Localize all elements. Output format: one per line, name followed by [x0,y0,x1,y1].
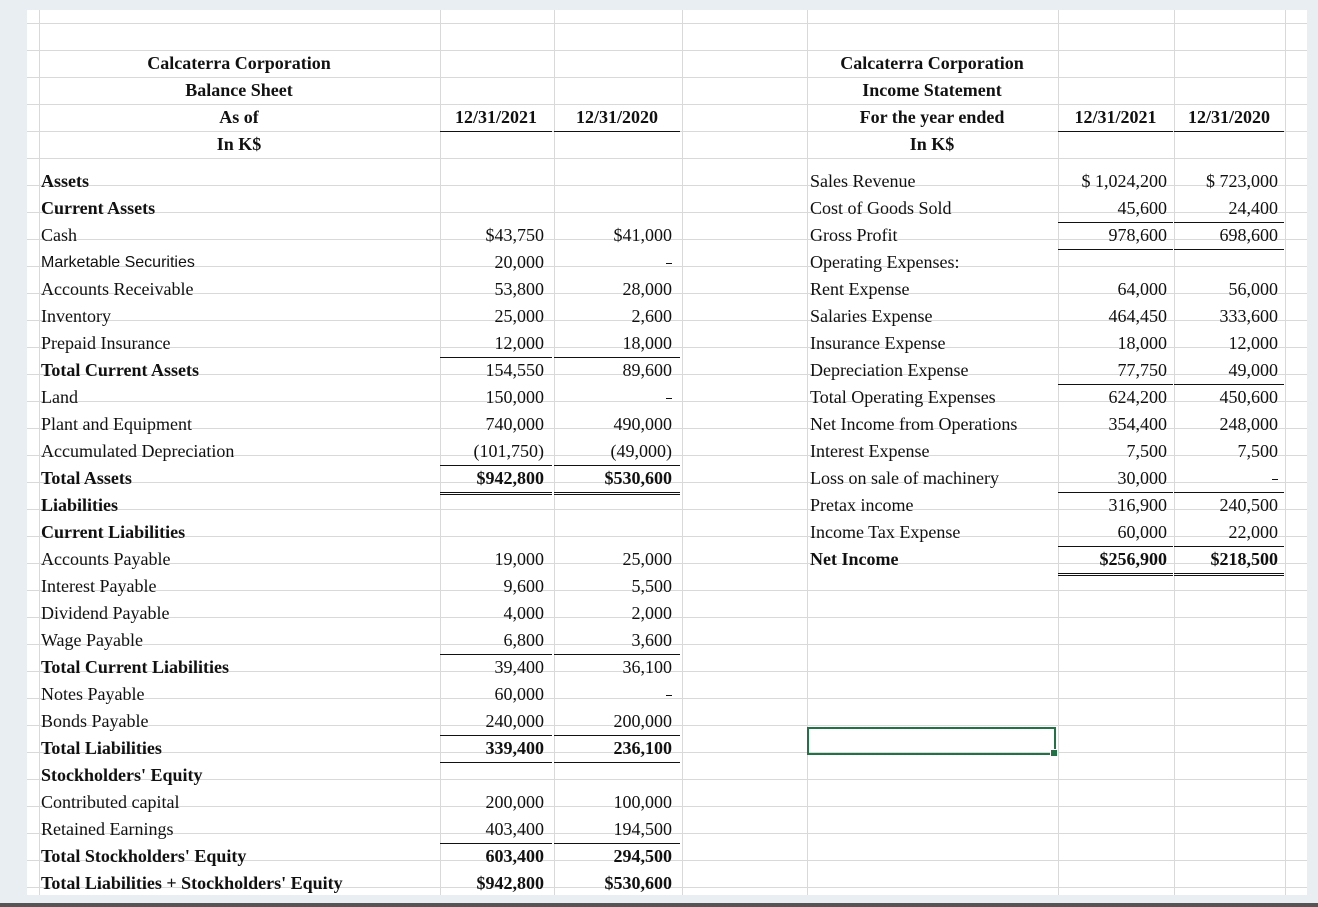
is-row-label: Net Income [810,549,899,569]
bs-row-label: Marketable Securities [41,254,195,271]
bs-row-value-2021: 154,550 [485,360,544,380]
bs-col-2020: 12/31/2020 [554,104,680,132]
fill-handle[interactable] [1050,749,1058,757]
bs-row-value-2020 [554,384,680,411]
bs-row-value-2020: 89,600 [622,360,672,380]
is-row-value-2020: 240,500 [1219,495,1278,515]
is-row-value-2020: 450,600 [1219,387,1278,407]
bs-row-value-2021: 53,800 [494,279,544,299]
is-row-value-2020 [1174,465,1284,493]
spreadsheet-grid[interactable] [27,10,1307,895]
bs-row-label: Interest Payable [41,576,157,596]
bs-row-value-2020: 236,100 [554,735,680,763]
bs-row-value-2020: 294,500 [613,846,672,866]
bs-row-label: Cash [41,225,77,245]
bs-row-value-2020: $41,000 [613,225,672,245]
grid-row-line [27,158,1307,159]
is-row-label: Insurance Expense [810,333,946,353]
bs-row-value-2021: 12,000 [440,330,552,358]
bs-row-value-2020: 28,000 [622,279,672,299]
bs-row-value-2021: $942,800 [440,465,552,495]
is-col-2020: 12/31/2020 [1174,104,1284,132]
grid-row-line [27,23,1307,24]
is-row-value-2021: 45,600 [1058,195,1173,223]
dash-mark [666,263,672,264]
bs-units: In K$ [216,134,262,154]
bs-row-label: Bonds Payable [41,711,149,731]
is-period: For the year ended [859,107,1005,127]
is-row-value-2021: 978,600 [1058,222,1173,250]
is-row-value-2021: 30,000 [1058,465,1173,493]
dash-mark [666,398,672,399]
is-row-label: Depreciation Expense [810,360,969,380]
bs-row-label: Accounts Receivable [41,279,194,299]
grid-col-line [1285,10,1286,895]
bs-row-value-2021: 150,000 [485,387,544,407]
bs-row-value-2021: 9,600 [503,576,544,596]
is-row-value-2021: $256,900 [1058,546,1173,576]
bs-row-value-2021: 39,400 [494,657,544,677]
bs-row-label: Total Current Liabilities [41,657,230,677]
bs-company: Calcaterra Corporation [147,53,331,73]
bs-row-label: Retained Earnings [41,819,174,839]
is-row-label: Loss on sale of machinery [810,468,999,488]
is-row-value-2020: 49,000 [1174,357,1284,385]
grid-col-line [682,10,683,895]
bs-row-value-2021: $942,800 [440,870,552,895]
is-row-label: Operating Expenses: [810,252,960,272]
bs-row-label: Assets [41,171,89,191]
dash-mark [666,695,672,696]
bs-row-value-2020: 2,000 [631,603,672,623]
is-row-value-2021: 18,000 [1117,333,1167,353]
sheet-bottom-border [0,903,1318,907]
is-row-value-2020: $ 723,000 [1206,171,1278,191]
is-row-value-2020: 333,600 [1219,306,1278,326]
bs-row-value-2021: (101,750) [440,438,552,466]
is-row-label: Salaries Expense [810,306,933,326]
is-row-value-2021: 7,500 [1126,441,1167,461]
bs-row-value-2021: 240,000 [440,708,552,736]
bs-row-value-2020 [554,681,680,708]
bs-row-value-2020: 18,000 [554,330,680,358]
bs-title: Balance Sheet [185,80,293,100]
bs-row-value-2020: 3,600 [554,627,680,655]
is-company: Calcaterra Corporation [840,53,1024,73]
is-col-2021: 12/31/2021 [1058,104,1173,132]
bs-row-label: Current Assets [41,198,156,218]
bs-row-value-2020: 194,500 [554,816,680,844]
is-row-value-2021: 624,200 [1108,387,1167,407]
is-row-value-2021: 77,750 [1058,357,1173,385]
bs-row-label: Total Current Assets [41,360,200,380]
bs-row-value-2020 [554,249,680,276]
bs-row-label: Contributed capital [41,792,180,812]
bs-row-label: Prepaid Insurance [41,333,171,353]
bs-row-label: Liabilities [41,495,119,515]
is-row-label: Gross Profit [810,225,898,245]
bs-row-value-2020: 36,100 [622,657,672,677]
bs-as-of: As of [219,107,259,127]
is-row-value-2020: 12,000 [1228,333,1278,353]
is-row-label: Sales Revenue [810,171,916,191]
is-row-label: Interest Expense [810,441,930,461]
bs-row-label: Total Liabilities [41,738,162,758]
is-title: Income Statement [862,80,1002,100]
bs-row-value-2021: 339,400 [440,735,552,763]
is-row-label: Income Tax Expense [810,522,961,542]
is-row-value-2020: 22,000 [1174,519,1284,547]
bs-row-value-2020: 200,000 [554,708,680,736]
active-cell[interactable] [807,727,1056,755]
is-row-label: Rent Expense [810,279,910,299]
bs-row-label: Dividend Payable [41,603,170,623]
dash-mark [1272,479,1278,480]
is-row-value-2020: 698,600 [1174,222,1284,250]
is-row-value-2020: 248,000 [1219,414,1278,434]
bs-row-value-2021: 200,000 [485,792,544,812]
bs-row-value-2021: 20,000 [494,252,544,272]
is-row-value-2020: 56,000 [1228,279,1278,299]
is-row-value-2021: 464,450 [1108,306,1167,326]
bs-row-value-2021: 6,800 [440,627,552,655]
bs-row-value-2020: (49,000) [554,438,680,466]
bs-row-value-2021: 4,000 [503,603,544,623]
is-row-value-2020: 7,500 [1237,441,1278,461]
bs-row-value-2021: 60,000 [494,684,544,704]
bs-row-value-2020: $530,600 [554,870,680,895]
bs-row-value-2021: 403,400 [440,816,552,844]
is-row-label: Cost of Goods Sold [810,198,952,218]
is-row-value-2021: 354,400 [1108,414,1167,434]
is-row-value-2021: 316,900 [1108,495,1167,515]
is-row-value-2021: 64,000 [1117,279,1167,299]
is-row-label: Total Operating Expenses [810,387,996,407]
bs-row-value-2021: $43,750 [485,225,544,245]
bs-row-label: Total Assets [41,468,132,488]
bs-row-value-2021: 25,000 [494,306,544,326]
bs-row-label: Inventory [41,306,111,326]
bs-col-2021: 12/31/2021 [440,104,552,132]
bs-row-value-2020: 5,500 [631,576,672,596]
bs-row-value-2020: 490,000 [613,414,672,434]
is-units: In K$ [909,134,955,154]
bs-row-value-2020: $530,600 [554,465,680,495]
bs-row-value-2020: 100,000 [613,792,672,812]
is-row-value-2020: 24,400 [1174,195,1284,223]
bs-row-label: Total Liabilities + Stockholders' Equity [41,873,343,893]
bs-row-label: Stockholders' Equity [41,765,203,785]
bs-row-label: Accumulated Depreciation [41,441,235,461]
bs-row-value-2020: 25,000 [622,549,672,569]
bs-row-label: Total Stockholders' Equity [41,846,247,866]
bs-row-value-2020: 2,600 [631,306,672,326]
bs-row-label: Plant and Equipment [41,414,192,434]
bs-row-value-2021: 603,400 [485,846,544,866]
bs-row-label: Notes Payable [41,684,145,704]
bs-row-label: Land [41,387,78,407]
bs-row-value-2021: 740,000 [485,414,544,434]
is-row-label: Pretax income [810,495,914,515]
is-row-value-2021: 60,000 [1058,519,1173,547]
is-row-value-2021: $ 1,024,200 [1081,171,1167,191]
bs-row-label: Current Liabilities [41,522,186,542]
bs-row-label: Accounts Payable [41,549,171,569]
is-row-label: Net Income from Operations [810,414,1018,434]
bs-row-label: Wage Payable [41,630,144,650]
bs-row-value-2021: 19,000 [494,549,544,569]
is-row-value-2020: $218,500 [1174,546,1284,576]
